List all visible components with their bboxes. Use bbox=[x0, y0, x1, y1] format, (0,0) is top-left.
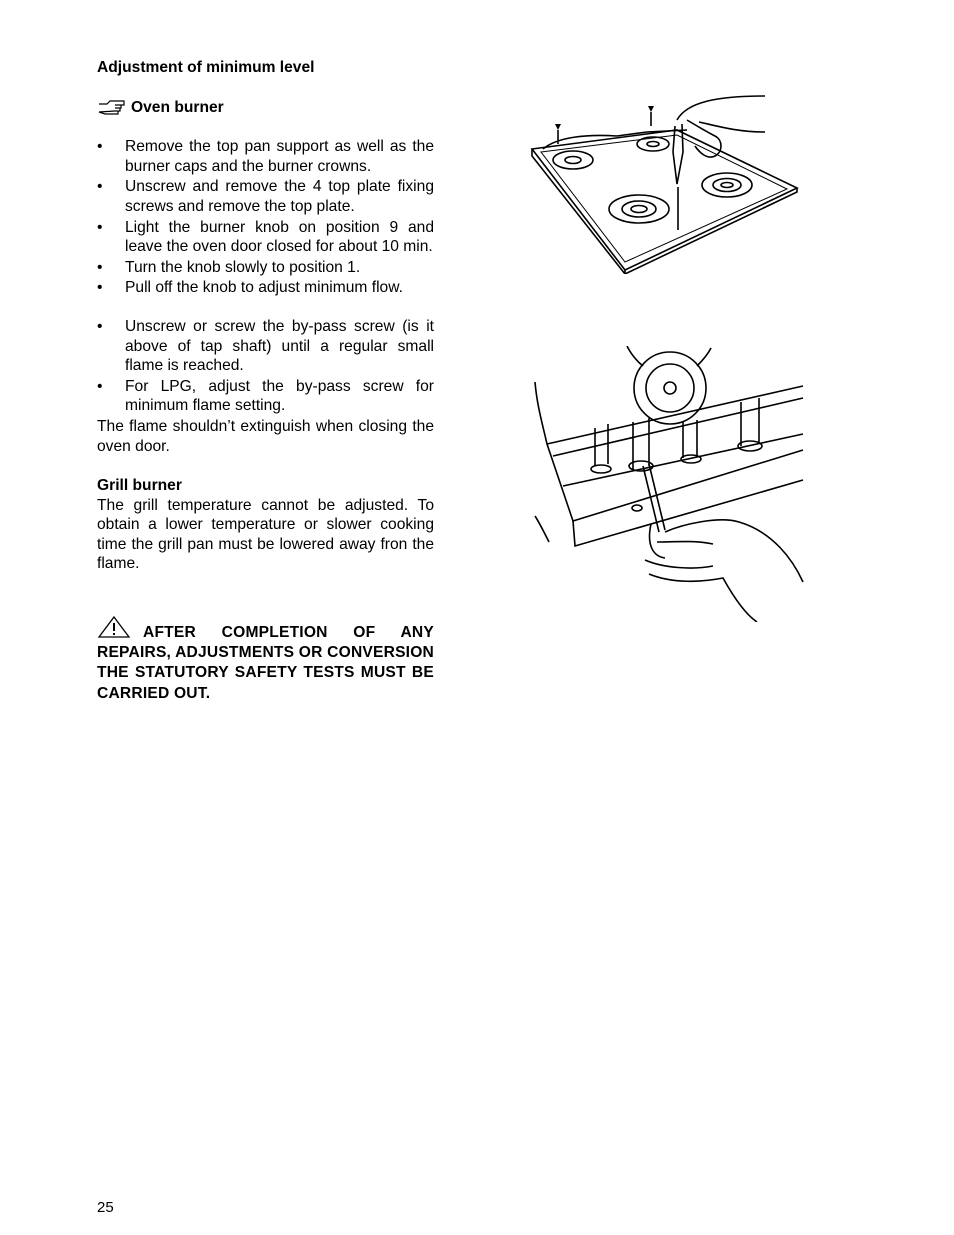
list-item: • For LPG, adjust the by-pass screw for minimum flame setting. bbox=[97, 377, 434, 416]
pointing-hand-icon bbox=[97, 99, 127, 117]
hob-top-plate-illustration bbox=[527, 92, 802, 274]
list-item: • Light the burner knob on position 9 and leave the oven door closed for about 10 min. bbox=[97, 218, 434, 257]
page-number: 25 bbox=[97, 1199, 114, 1216]
list-item: • Pull off the knob to adjust minimum flow. bbox=[97, 278, 434, 298]
text-column bbox=[97, 58, 434, 704]
oven-steps-list-2 bbox=[97, 317, 434, 416]
oven-burner-title: Oven burner bbox=[131, 98, 224, 116]
warning-text: AFTER COMPLETION OF ANY REPAIRS, ADJUSTMENTS OR CONVERSION THE STATUTORY SAFETY TESTS MUST BE CARRIED OUT. bbox=[97, 624, 434, 702]
list-item: • Unscrew or screw the by-pass screw (is it above of tap shaft) until a regular small flame is reached. bbox=[97, 317, 434, 376]
list-item: • Remove the top pan support as well as the burner caps and the burner crowns. bbox=[97, 137, 434, 176]
oven-steps-list-1 bbox=[97, 137, 434, 298]
oven-burner-heading bbox=[97, 98, 434, 118]
warning-notice bbox=[97, 615, 434, 704]
grill-burner-title: Grill burner bbox=[97, 477, 182, 495]
section-title: Adjustment of minimum level bbox=[97, 59, 315, 76]
bypass-screw-adjustment-illustration bbox=[533, 346, 805, 622]
warning-triangle-icon bbox=[97, 615, 131, 639]
grill-burner-text: The grill temperature cannot be adjusted. To obtain a lower temperature or slower cooking time the grill pan must be lowered away fron the flame. bbox=[97, 496, 434, 573]
list-item: • Turn the knob slowly to position 1. bbox=[97, 258, 434, 278]
list-item: • Unscrew and remove the 4 top plate fixing screws and remove the top plate. bbox=[97, 177, 434, 216]
oven-burner-note: The flame shouldn’t extinguish when closing the oven door. bbox=[97, 417, 434, 455]
